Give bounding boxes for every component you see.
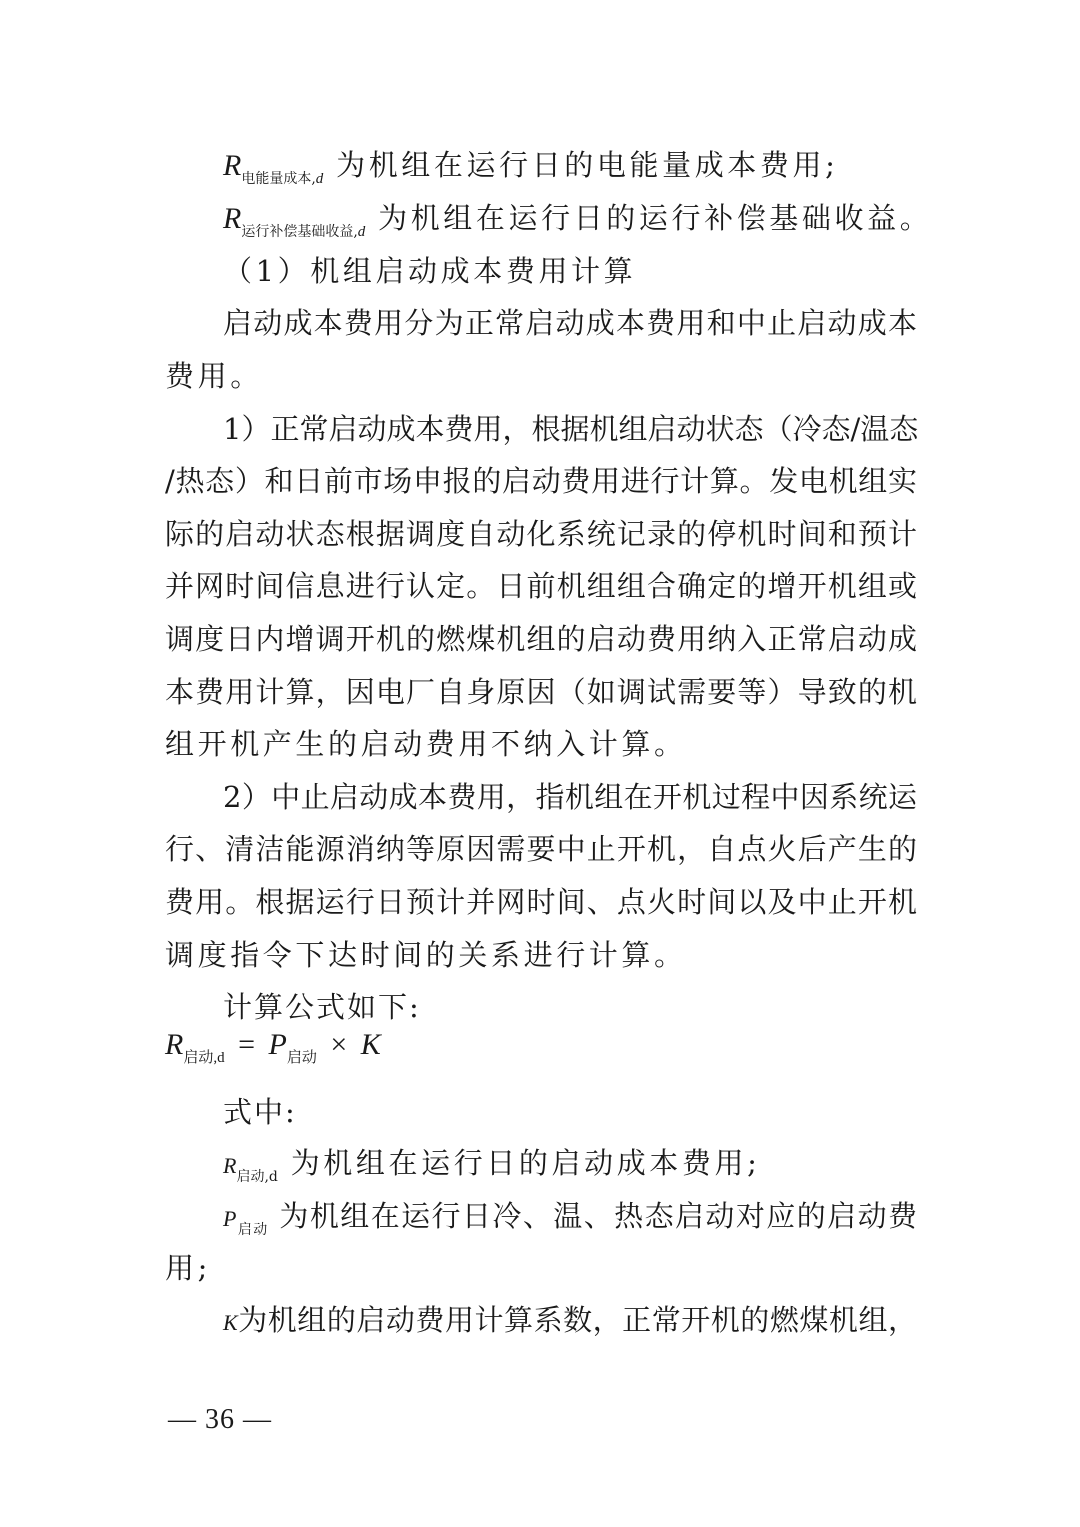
paragraph-line: 启动成本费用分为正常启动成本费用和中止启动成本 — [223, 306, 917, 340]
r-energy-cost-definition — [223, 145, 917, 185]
times-sign: × — [330, 1028, 348, 1061]
paragraph-line: 组开机产生的启动费用不纳入计算。 — [165, 727, 687, 761]
paragraph-line: 费用。根据运行日预计并网时间、点火时间以及中止开机 — [165, 885, 917, 919]
paragraph-line: /热态）和日前市场申报的启动费用进行计算。发电机组实 — [165, 464, 917, 498]
subscript: 启动,d — [236, 1169, 278, 1185]
definition-text: 为机组的启动费用计算系数，正常开机的燃煤机组， — [237, 1303, 917, 1337]
formula-r-subscript: 启动,d — [183, 1050, 225, 1066]
subscript: 启动 — [236, 1222, 269, 1238]
section-heading: （1）机组启动成本费用计算 — [223, 254, 637, 288]
formula-p-subscript: 启动 — [286, 1050, 317, 1066]
definition-text: 为机组在运行日冷、温、热态启动对应的启动费 — [279, 1199, 918, 1233]
subscript: 运行补偿基础收益,d — [241, 224, 366, 240]
definition-text: 为机组在运行日的运行补偿基础收益。 — [378, 201, 933, 235]
startup-cost-formula — [165, 1025, 381, 1078]
paragraph-line: 用; — [165, 1251, 211, 1285]
formula-r: R — [165, 1028, 184, 1061]
subscript: 电能量成本,d — [241, 171, 324, 187]
paragraph-line: 1）正常启动成本费用，根据机组启动状态（冷态/温态 — [223, 412, 919, 446]
variable-r: R — [223, 1153, 237, 1178]
paragraph-line: 费用。 — [165, 359, 263, 393]
formula-k: K — [360, 1028, 381, 1061]
formula-p: P — [268, 1028, 287, 1061]
paragraph-line: 并网时间信息进行认定。日前机组组合确定的增开机组或 — [165, 569, 917, 603]
paragraph-line: 调度指令下达时间的关系进行计算。 — [165, 938, 687, 972]
r-base-income-definition — [223, 198, 933, 240]
page-number: — 36 — — [168, 1404, 272, 1435]
p-startup-definition — [223, 1196, 917, 1236]
paragraph-line: 本费用计算，因电厂自身原因（如调试需要等）导致的机 — [165, 675, 917, 709]
variable-k: K — [223, 1310, 238, 1335]
where-label: 式中: — [223, 1095, 297, 1129]
definition-text: 为机组在运行日的启动成本费用; — [290, 1146, 761, 1180]
definition-text: 为机组在运行日的电能量成本费用; — [336, 148, 839, 182]
r-startup-definition — [223, 1143, 917, 1183]
paragraph-line: 际的启动状态根据调度自动化系统记录的停机时间和预计 — [165, 517, 917, 551]
paragraph-line: 2）中止启动成本费用，指机组在开机过程中因系统运 — [223, 780, 917, 814]
k-definition — [223, 1300, 917, 1340]
paragraph-line: 调度日内增调开机的燃煤机组的启动费用纳入正常启动成 — [165, 622, 917, 656]
variable-r: R — [223, 149, 242, 182]
variable-r: R — [223, 202, 242, 235]
equals-sign: = — [238, 1028, 256, 1061]
paragraph-line: 行、清洁能源消纳等原因需要中止开机，自点火后产生的 — [165, 832, 917, 866]
formula-intro: 计算公式如下: — [223, 990, 421, 1024]
variable-p: P — [223, 1206, 237, 1231]
